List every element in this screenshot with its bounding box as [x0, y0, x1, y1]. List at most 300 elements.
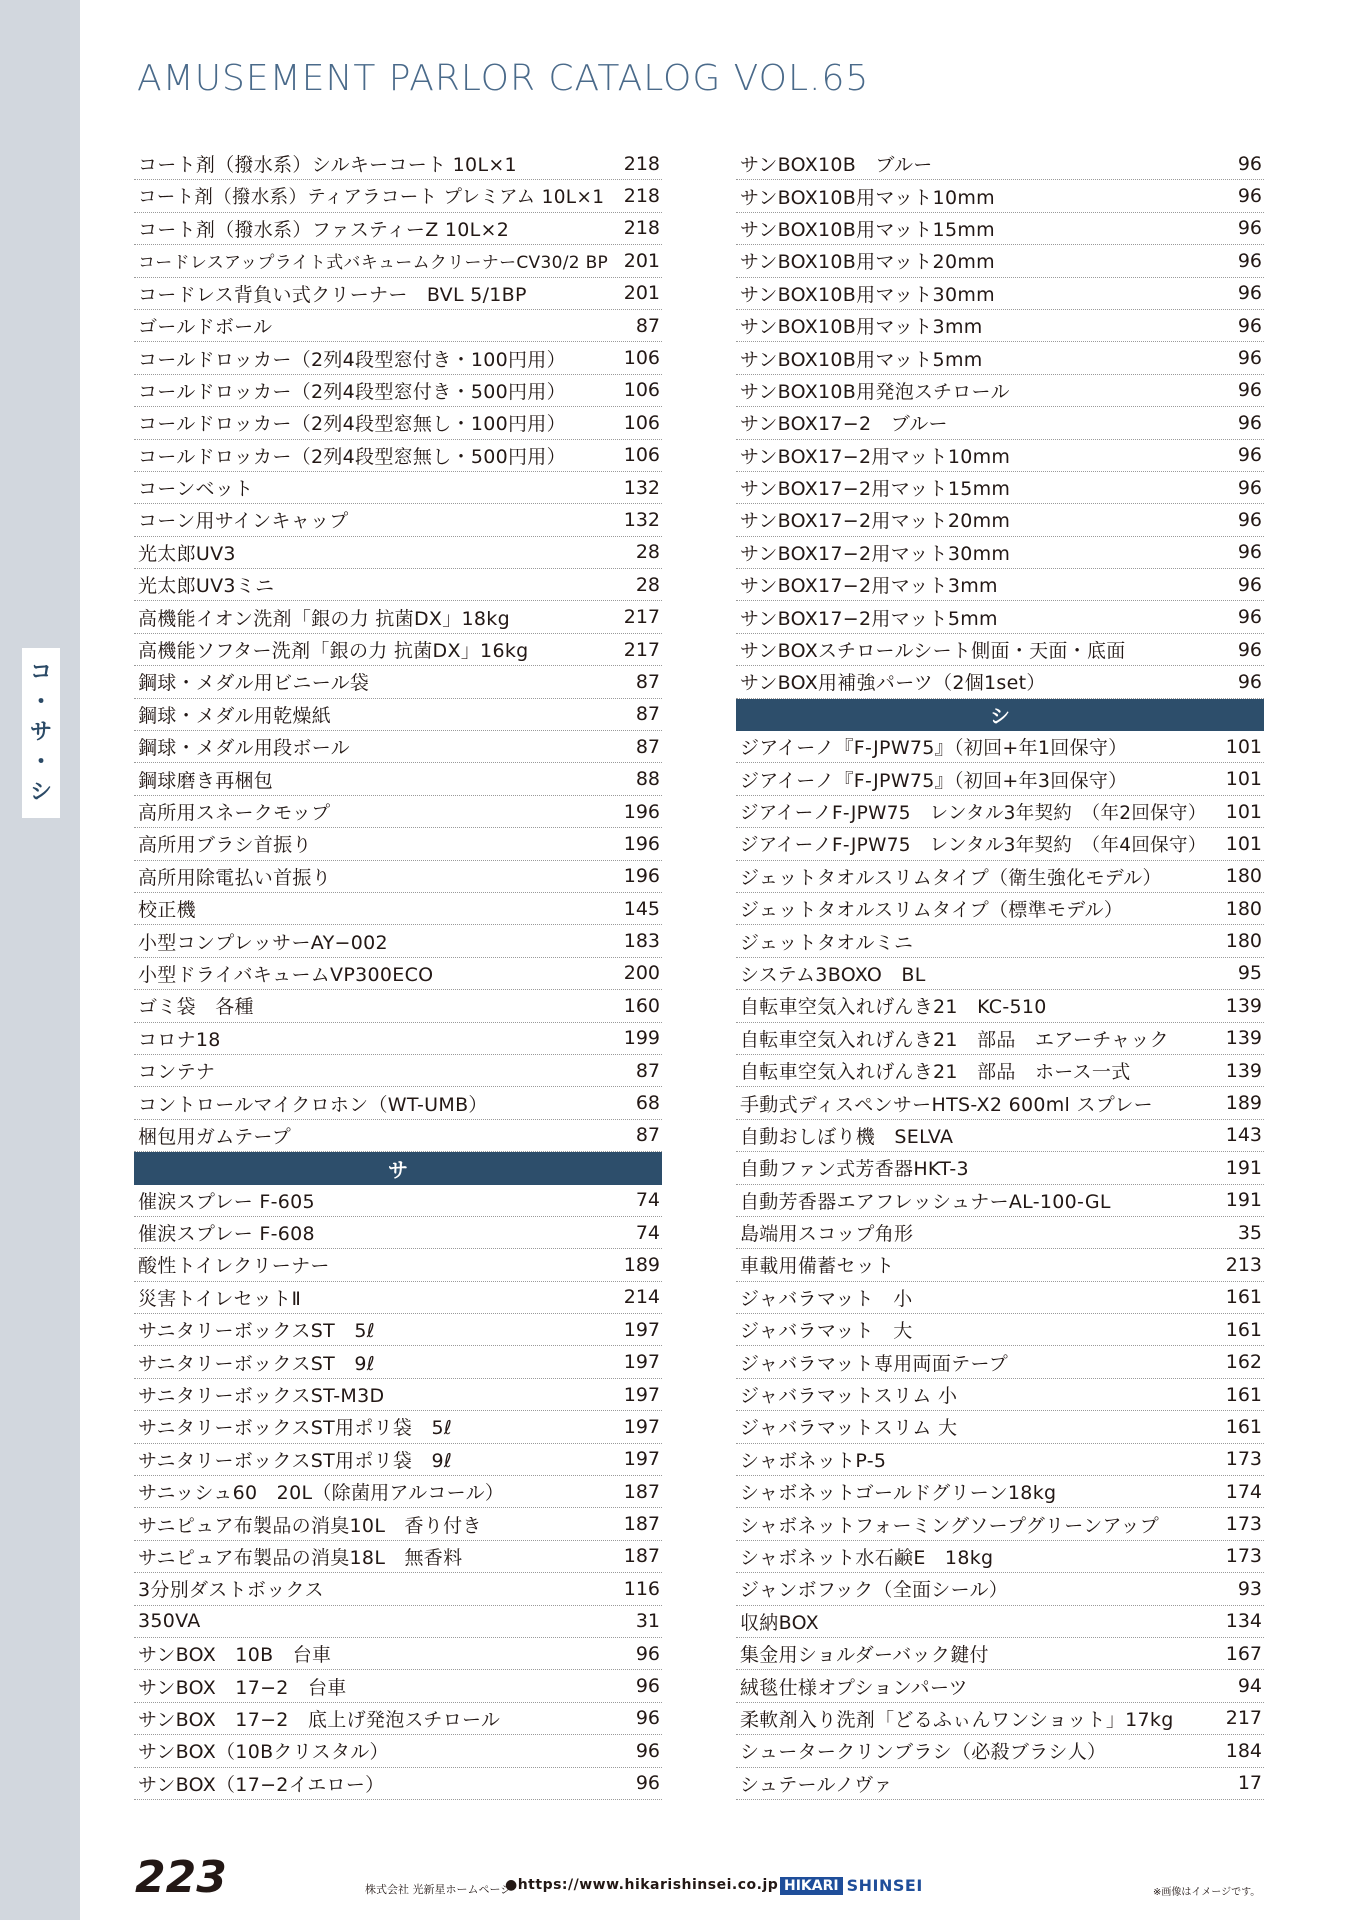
item-page: 74 — [635, 1189, 660, 1212]
item-page: 183 — [623, 930, 660, 953]
item-page: 96 — [635, 1675, 660, 1698]
brand-logo — [780, 1876, 923, 1895]
item-page: 74 — [635, 1221, 660, 1244]
item-page: 96 — [1237, 314, 1262, 337]
item-name: サンBOXスチロールシート側面・天面・底面 — [740, 640, 1126, 663]
index-row — [736, 1249, 1264, 1281]
index-row — [134, 245, 662, 277]
item-name: コート剤（撥水系）ティアラコート プレミアム 10L×1 — [138, 187, 605, 209]
item-page: 218 — [623, 152, 660, 175]
index-row — [736, 1120, 1264, 1152]
index-row — [134, 1735, 662, 1767]
item-name: 鋼球・メダル用段ボール — [138, 737, 350, 760]
index-row — [134, 504, 662, 536]
item-page: 191 — [1225, 1189, 1262, 1212]
item-name: 自転車空気入れげんき21 部品 エアーチャック — [740, 1028, 1169, 1051]
item-name: サンBOX17−2用マット10mm — [740, 445, 1011, 468]
item-page: 132 — [623, 508, 660, 531]
item-page: 28 — [635, 541, 660, 564]
item-name: サンBOX（17−2イエロー） — [138, 1773, 385, 1796]
index-row — [134, 213, 662, 245]
index-row — [736, 213, 1264, 245]
item-page: 96 — [635, 1707, 660, 1730]
item-name: サンBOX17−2用マット3mm — [740, 575, 998, 598]
index-row — [134, 1508, 662, 1540]
item-page: 68 — [635, 1092, 660, 1115]
index-column-right — [736, 148, 1264, 1800]
item-page: 96 — [1237, 379, 1262, 402]
item-page: 213 — [1225, 1253, 1262, 1276]
item-page: 218 — [623, 217, 660, 240]
item-page: 197 — [623, 1318, 660, 1341]
index-row — [134, 1314, 662, 1346]
item-name: 高所用除電払い首振り — [138, 866, 332, 889]
item-name: サンBOX 10B 台車 — [138, 1644, 332, 1667]
item-page: 96 — [1237, 152, 1262, 175]
index-tab — [22, 648, 60, 818]
item-page: 173 — [1225, 1513, 1262, 1536]
item-page: 96 — [1237, 249, 1262, 272]
item-page: 93 — [1237, 1577, 1262, 1600]
item-name: 収納BOX — [740, 1611, 819, 1634]
item-page: 217 — [1225, 1707, 1262, 1730]
item-name: ゴミ袋 各種 — [138, 996, 254, 1019]
index-row — [736, 1541, 1264, 1573]
index-row — [134, 1411, 662, 1443]
item-page: 173 — [1225, 1545, 1262, 1568]
item-name: シャボネットフォーミングソープグリーンアップ — [740, 1514, 1160, 1537]
item-page: 161 — [1225, 1318, 1262, 1341]
index-row — [736, 278, 1264, 310]
index-row — [736, 861, 1264, 893]
index-row — [736, 1476, 1264, 1508]
index-row — [736, 1185, 1264, 1217]
item-name: 催涙スプレー F-608 — [138, 1223, 315, 1246]
item-name: サニタリーボックスST用ポリ袋 9ℓ — [138, 1449, 453, 1472]
item-name: コールドロッカー（2列4段型窓無し・100円用） — [138, 413, 566, 436]
index-row — [736, 796, 1264, 828]
item-name: 集金用ショルダーバック鍵付 — [740, 1644, 989, 1667]
index-row — [134, 1638, 662, 1670]
item-page: 96 — [1237, 606, 1262, 629]
item-name: コールドロッカー（2列4段型窓無し・500円用） — [138, 445, 566, 468]
index-row — [736, 958, 1264, 990]
item-name: シャボネットゴールドグリーン18kg — [740, 1482, 1057, 1505]
index-row — [134, 180, 662, 212]
item-page: 162 — [1225, 1351, 1262, 1374]
item-page: 116 — [623, 1577, 660, 1600]
footer-company: 株式会社 光新星ホームページ — [365, 1883, 512, 1896]
item-name: 災害トイレセットⅡ — [138, 1287, 302, 1310]
index-row — [134, 1055, 662, 1087]
item-page: 187 — [623, 1480, 660, 1503]
item-name: シャボネット水石鹸E 18kg — [740, 1546, 994, 1569]
index-row — [736, 1314, 1264, 1346]
item-page: 96 — [1237, 508, 1262, 531]
item-page: 28 — [635, 573, 660, 596]
index-row — [736, 504, 1264, 536]
item-page: 191 — [1225, 1156, 1262, 1179]
item-name: 手動式ディスペンサーHTS-X2 600ml スプレー — [740, 1093, 1153, 1116]
index-row — [134, 1606, 662, 1638]
item-name: コントロールマイクロホン（WT-UMB） — [138, 1093, 488, 1116]
index-row — [134, 148, 662, 180]
index-row — [736, 925, 1264, 957]
item-name: サニタリーボックスST 9ℓ — [138, 1352, 375, 1375]
index-row — [736, 1217, 1264, 1249]
item-page: 96 — [1237, 347, 1262, 370]
index-row — [134, 1670, 662, 1702]
item-name: 小型ドライバキュームVP300ECO — [138, 963, 434, 986]
item-name: サンBOX10B用マット20mm — [740, 251, 995, 274]
index-row — [736, 1670, 1264, 1702]
item-page: 214 — [623, 1286, 660, 1309]
section-header: サ — [134, 1152, 662, 1184]
item-name: ジアイーノ『F-JPW75』（初回+年3回保守） — [740, 769, 1128, 792]
item-page: 200 — [623, 962, 660, 985]
item-name: コードレス背負い式クリーナー BVL 5/1BP — [138, 283, 527, 306]
item-name: ジャンボフック（全面シール） — [740, 1579, 1009, 1602]
index-row — [736, 763, 1264, 795]
item-name: 光太郎UV3ミニ — [138, 575, 275, 598]
item-name: サンBOX10B用マット30mm — [740, 283, 995, 306]
index-row — [134, 1573, 662, 1605]
item-name: サンBOX17−2 ブルー — [740, 413, 948, 436]
item-name: 高所用ブラシ首振り — [138, 834, 312, 857]
item-name: 鋼球・メダル用乾燥紙 — [138, 704, 332, 727]
item-name: サンBOX17−2用マット20mm — [740, 510, 1011, 533]
index-row — [134, 634, 662, 666]
item-page: 106 — [623, 444, 660, 467]
item-page: 132 — [623, 476, 660, 499]
item-name: ジアイーノ『F-JPW75』（初回+年1回保守） — [740, 737, 1128, 760]
item-page: 96 — [635, 1739, 660, 1762]
item-name: サニタリーボックスST-M3D — [138, 1385, 385, 1408]
index-row — [134, 537, 662, 569]
item-page: 187 — [623, 1513, 660, 1536]
item-page: 96 — [1237, 541, 1262, 564]
item-name: ジアイーノF-JPW75 レンタル3年契約 （年4回保守） — [740, 834, 1207, 856]
index-row — [134, 763, 662, 795]
index-row — [736, 148, 1264, 180]
item-page: 217 — [623, 638, 660, 661]
item-page: 96 — [1237, 217, 1262, 240]
item-page: 201 — [623, 282, 660, 305]
item-page: 187 — [623, 1545, 660, 1568]
item-name: サンBOX10B用マット10mm — [740, 186, 995, 209]
index-row — [134, 666, 662, 698]
footer-url[interactable]: ●https://www.hikarishinsei.co.jp — [505, 1877, 779, 1893]
item-page: 101 — [1225, 768, 1262, 791]
item-page: 35 — [1237, 1221, 1262, 1244]
item-page: 161 — [1225, 1383, 1262, 1406]
item-name: 鋼球・メダル用ビニール袋 — [138, 672, 370, 695]
item-name: ジャバラマットスリム 小 — [740, 1385, 958, 1408]
item-page: 96 — [1237, 411, 1262, 434]
item-page: 96 — [1237, 444, 1262, 467]
item-page: 180 — [1225, 930, 1262, 953]
index-row — [134, 731, 662, 763]
item-name: サンBOX 17−2 台車 — [138, 1676, 347, 1699]
item-page: 184 — [1225, 1739, 1262, 1762]
index-row — [736, 1735, 1264, 1767]
item-page: 101 — [1225, 735, 1262, 758]
index-row — [134, 958, 662, 990]
item-name: サンBOX10B用発泡スチロール — [740, 380, 1010, 403]
index-row — [134, 990, 662, 1022]
item-name: システム3BOXO BL — [740, 963, 926, 986]
index-row — [134, 1444, 662, 1476]
item-name: 鋼球磨き再梱包 — [138, 769, 274, 792]
item-page: 96 — [1237, 638, 1262, 661]
item-page: 96 — [1237, 476, 1262, 499]
item-name: ジャバラマット専用両面テープ — [740, 1352, 1009, 1375]
item-page: 106 — [623, 379, 660, 402]
item-page: 106 — [623, 347, 660, 370]
item-name: 車載用備蓄セット — [740, 1255, 895, 1278]
item-name: 3分別ダストボックス — [138, 1579, 324, 1602]
item-page: 139 — [1225, 994, 1262, 1017]
brand-logo-text: SHINSEI — [846, 1876, 923, 1895]
item-name: コールドロッカー（2列4段型窓付き・500円用） — [138, 380, 566, 403]
item-name: コーン用サインキャップ — [138, 510, 349, 533]
item-name: 酸性トイレクリーナー — [138, 1255, 330, 1278]
item-page: 199 — [623, 1027, 660, 1050]
item-name: 絨毯仕様オプションパーツ — [740, 1676, 968, 1699]
item-page: 196 — [623, 832, 660, 855]
index-row — [736, 1379, 1264, 1411]
item-name: ジャバラマット 大 — [740, 1320, 913, 1343]
index-row — [736, 1152, 1264, 1184]
item-name: 催涙スプレー F-605 — [138, 1190, 315, 1213]
item-name: 自動芳香器エアフレッシュナーAL-100-GL — [740, 1190, 1111, 1213]
index-row — [134, 375, 662, 407]
item-name: コロナ18 — [138, 1028, 221, 1051]
item-name: コーンベット — [138, 478, 254, 501]
item-name: シュータークリンブラシ（必殺ブラシ人） — [740, 1741, 1107, 1764]
item-name: 350VA — [138, 1610, 201, 1633]
item-name: 高機能イオン洗剤「銀の力 抗菌DX」18kg — [138, 607, 510, 630]
item-name: ジェットタオルスリムタイプ（衛生強化モデル） — [740, 866, 1162, 889]
index-row — [736, 1023, 1264, 1055]
index-row — [736, 1346, 1264, 1378]
item-page: 87 — [635, 1124, 660, 1147]
index-row — [736, 180, 1264, 212]
item-page: 17 — [1237, 1772, 1262, 1795]
item-page: 180 — [1225, 865, 1262, 888]
item-page: 96 — [1237, 282, 1262, 305]
item-name: サニピュア布製品の消臭10L 香り付き — [138, 1514, 482, 1537]
index-tab-char: ・ — [29, 690, 52, 715]
index-row — [134, 1379, 662, 1411]
item-name: コート剤（撥水系）ファスティーZ 10L×2 — [138, 218, 510, 241]
item-name: サニッシュ60 20L（除菌用アルコール） — [138, 1482, 505, 1505]
item-name: コンテナ — [138, 1061, 216, 1084]
item-name: ゴールドボール — [138, 316, 273, 339]
item-name: 梱包用ガムテープ — [138, 1125, 292, 1148]
item-name: サンBOX17−2用マット5mm — [740, 607, 998, 630]
index-row — [134, 1023, 662, 1055]
item-page: 218 — [623, 185, 660, 208]
item-name: サニピュア布製品の消臭18L 無香料 — [138, 1546, 463, 1569]
item-page: 160 — [623, 994, 660, 1017]
index-row — [134, 699, 662, 731]
item-name: サンBOX10B用マット15mm — [740, 218, 995, 241]
index-row — [736, 472, 1264, 504]
item-page: 101 — [1225, 832, 1262, 855]
item-page: 174 — [1225, 1480, 1262, 1503]
index-row — [736, 990, 1264, 1022]
item-page: 87 — [635, 703, 660, 726]
index-row — [134, 925, 662, 957]
item-page: 189 — [623, 1253, 660, 1276]
index-row — [134, 310, 662, 342]
item-name: 小型コンプレッサーAY−002 — [138, 931, 388, 954]
item-name: サニタリーボックスST 5ℓ — [138, 1320, 375, 1343]
item-name: サンBOX17−2用マット15mm — [740, 478, 1011, 501]
item-page: 96 — [1237, 670, 1262, 693]
index-tab-char: ・ — [29, 750, 52, 775]
item-name: サンBOX用補強パーツ（2個1set） — [740, 672, 1046, 695]
item-page: 31 — [635, 1610, 660, 1633]
index-row — [134, 1217, 662, 1249]
item-page: 201 — [623, 249, 660, 272]
item-name: シュテールノヴァ — [740, 1773, 893, 1796]
item-page: 217 — [623, 606, 660, 629]
item-page: 139 — [1225, 1027, 1262, 1050]
item-name: ジアイーノF-JPW75 レンタル3年契約 （年2回保守） — [740, 802, 1207, 824]
index-row — [736, 537, 1264, 569]
item-page: 189 — [1225, 1092, 1262, 1115]
index-tab-char: サ — [29, 720, 52, 745]
item-page: 167 — [1225, 1642, 1262, 1665]
item-name: ジャバラマットスリム 大 — [740, 1417, 958, 1440]
item-page: 94 — [1237, 1675, 1262, 1698]
item-page: 88 — [635, 768, 660, 791]
index-row — [134, 1185, 662, 1217]
brand-logo-box: HIKARI — [780, 1877, 843, 1895]
item-name: ジャバラマット 小 — [740, 1287, 913, 1310]
index-row — [134, 1346, 662, 1378]
item-name: 自転車空気入れげんき21 KC-510 — [740, 996, 1047, 1019]
item-name: 自動おしぼり機 SELVA — [740, 1125, 954, 1148]
index-row — [134, 796, 662, 828]
item-page: 101 — [1225, 800, 1262, 823]
index-row — [736, 1703, 1264, 1735]
index-row — [134, 893, 662, 925]
index-row — [736, 310, 1264, 342]
index-row — [736, 828, 1264, 860]
item-name: コードレスアップライト式バキュームクリーナーCV30/2 BP — [138, 253, 609, 274]
item-name: シャボネットP-5 — [740, 1449, 887, 1472]
item-name: 自動ファン式芳香器HKT-3 — [740, 1158, 969, 1181]
index-row — [134, 278, 662, 310]
index-row — [134, 828, 662, 860]
item-page: 134 — [1225, 1610, 1262, 1633]
index-row — [736, 440, 1264, 472]
item-name: サンBOX（10Bクリスタル） — [138, 1741, 389, 1764]
item-page: 161 — [1225, 1415, 1262, 1438]
item-page: 196 — [623, 865, 660, 888]
item-name: 高機能ソフター洗剤「銀の力 抗菌DX」16kg — [138, 640, 529, 663]
index-tab-char: コ — [29, 660, 52, 685]
item-name: ジェットタオルミニ — [740, 931, 914, 954]
index-row — [736, 375, 1264, 407]
item-name: ジェットタオルスリムタイプ（標準モデル） — [740, 899, 1124, 922]
catalog-title: AMUSEMENT PARLOR CATALOG VOL.65 — [137, 58, 870, 99]
index-row — [736, 601, 1264, 633]
item-page: 87 — [635, 314, 660, 337]
index-row — [134, 569, 662, 601]
index-row — [134, 440, 662, 472]
item-name: コールドロッカー（2列4段型窓付き・100円用） — [138, 348, 566, 371]
index-row — [736, 1087, 1264, 1119]
index-column-left — [134, 148, 662, 1800]
index-row — [736, 1606, 1264, 1638]
item-page: 197 — [623, 1383, 660, 1406]
index-row — [736, 1638, 1264, 1670]
index-row — [134, 472, 662, 504]
item-page: 96 — [1237, 185, 1262, 208]
index-row — [134, 861, 662, 893]
side-bar — [0, 0, 80, 1920]
item-name: サンBOX17−2用マット30mm — [740, 542, 1011, 565]
index-row — [134, 1087, 662, 1119]
item-name: コート剤（撥水系）シルキーコート 10L×1 — [138, 154, 517, 177]
item-name: 島端用スコップ角形 — [740, 1223, 914, 1246]
item-page: 161 — [1225, 1286, 1262, 1309]
index-row — [134, 1768, 662, 1800]
index-row — [134, 342, 662, 374]
index-row — [736, 893, 1264, 925]
item-page: 96 — [635, 1772, 660, 1795]
item-name: サンBOX10B用マット3mm — [740, 316, 983, 339]
index-tab-char: シ — [29, 780, 52, 805]
item-page: 173 — [1225, 1448, 1262, 1471]
item-page: 96 — [1237, 573, 1262, 596]
item-page: 180 — [1225, 897, 1262, 920]
item-page: 106 — [623, 411, 660, 434]
index-row — [736, 731, 1264, 763]
item-page: 197 — [623, 1415, 660, 1438]
item-page: 145 — [623, 897, 660, 920]
index-row — [736, 1768, 1264, 1800]
index-row — [736, 666, 1264, 698]
item-page: 196 — [623, 800, 660, 823]
item-name: 高所用スネークモップ — [138, 802, 331, 824]
item-name: サニタリーボックスST用ポリ袋 5ℓ — [138, 1417, 453, 1440]
item-page: 197 — [623, 1351, 660, 1374]
index-row — [134, 1120, 662, 1152]
index-row — [736, 245, 1264, 277]
index-row — [736, 342, 1264, 374]
page-number: 223 — [135, 1852, 227, 1903]
index-row — [134, 1476, 662, 1508]
index-row — [134, 601, 662, 633]
item-page: 87 — [635, 670, 660, 693]
index-row — [134, 1541, 662, 1573]
index-row — [736, 1055, 1264, 1087]
section-header: シ — [736, 699, 1264, 731]
item-name: サンBOX10B用マット5mm — [740, 348, 983, 371]
index-row — [736, 1508, 1264, 1540]
item-page: 96 — [635, 1642, 660, 1665]
item-name: サンBOX 17−2 底上げ発泡スチロール — [138, 1708, 501, 1731]
item-page: 87 — [635, 735, 660, 758]
index-row — [736, 1573, 1264, 1605]
item-page: 95 — [1237, 962, 1262, 985]
item-name: サンBOX10B ブルー — [740, 154, 933, 177]
